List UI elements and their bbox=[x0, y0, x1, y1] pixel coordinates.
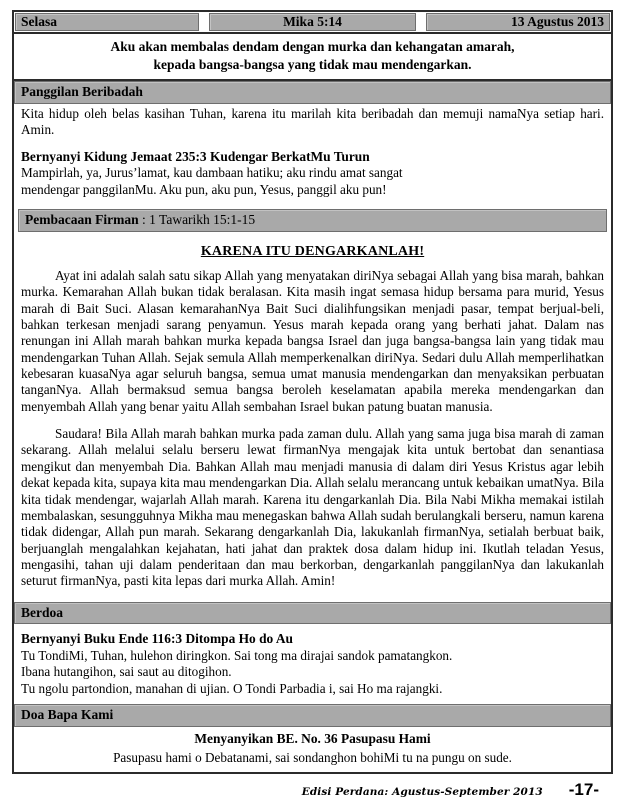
prayer-label: Berdoa bbox=[21, 604, 63, 620]
sermon-paragraph-2: Saudara! Bila Allah marah bahkan murka pada zaman dulu. Allah yang sama juga bisa marah di zaman sekarang. Allah melalui selalu berseru lewat firmanNya mengajak kita untuk bertobat dan senantiasa mengikut dan menyembah Dia. Bahkan Allah mau menjadi manusia di dalam diri Yesus Kristus agar lebih dekat kepada kita, supaya kita mau mendengarkan Dia. Allah selalu merancang untuk kebaikan umatNya. Bila kita tidak mendengar, wajarlah Allah marah. Karena itu dengarkanlah Dia. Bila Nabi Mikha memakai istilah membalaskan, sesungguhnya Mikha mau menegaskan bahwa Allah sudah berulangkali berseru, namun karena tidak didengar, Allah pun marah. Sekarang dengarkanlah Dia, lakukanlah firmanNya, setialah berbuat baik, berjuanglah mengalahkan kejahatan, hati jahat dan praktek dosa dalam hidup ini. Ikutlah teladan Yesus, mengasihi, tahan uji dalam penderitaan dan mau berkorban, dengarkanlah panggilanNya dan lakukanlah seturut firmanNya, pasti kita lepas dari murka Allah. Amin! bbox=[21, 426, 604, 589]
spacer-after-hymn1 bbox=[21, 198, 604, 202]
hymn2-title: Bernyanyi Buku Ende 116:3 Ditompa Ho do Au bbox=[21, 631, 293, 647]
spacer-after-sermon bbox=[21, 590, 604, 599]
section-bar-lords-prayer bbox=[14, 704, 611, 727]
bulletin-frame bbox=[12, 10, 613, 774]
header-day: Selasa bbox=[15, 13, 199, 31]
hymn2-body bbox=[14, 624, 611, 704]
header-row bbox=[14, 12, 611, 34]
call-to-worship-label: Panggilan Beribadah bbox=[21, 84, 143, 100]
hymn2-line-3: Tu ngolu partondion, manahan di ujian. O Tondi Parbadia i, sai Ho ma rajangki. bbox=[21, 680, 443, 696]
section-bar-call-to-worship bbox=[14, 81, 611, 104]
section-bar-prayer bbox=[14, 602, 611, 625]
hymn2-line-2: Ibana hutangihon, sai saut au ditogihon. bbox=[21, 664, 232, 680]
scripture-reference: 1 Tawarikh 15:1-15 bbox=[149, 212, 256, 228]
closing-line: Pasupasu hami o Debatanami, sai sondanghon bohiMi tu na pungu on sude. bbox=[113, 749, 512, 765]
sermon-paragraph-1: Ayat ini adalah salah satu sikap Allah yang menyatakan diriNya sebagai Allah yang bisa marah, bahkan murka. Kemarahan Allah bukan tidak beralasan. Kita masih ingat semasa hidup bersama para murid, Yesus marah di Bait Suci. Alasan kemarahanNya Bait Suci dialihfungsikan menjadi pasar, tempat berjual-beli, bahkan terkesan menjadi sarang penyamun. Yesus marah kepada orang yang berhati jahat. Dalam nas renungan ini Allah marah bahkan murka kepada bangsa Israel dan juga bangsa-bangsa lain yang tidak mau mendengarkan Tuhan Allah. Sejak semula Allah memperkenalkan diriNya. Sedari dulu Allah memperlihatkan kebesaran kuasaNya agar seluruh bangsa, semua umat manusia mendengarkan dan menyaksikan perbuatan tanganNya. Allah bermaksud semua bangsa beroleh keselamatan apabila mereka mendengarkan dan menyembah Allah yang benar yaitu Allah sembahan Israel bukan patung buatan manusia. bbox=[21, 267, 604, 414]
verse-of-the-day bbox=[14, 34, 611, 81]
closing-section bbox=[14, 727, 611, 772]
header-divider-right bbox=[416, 13, 426, 31]
hymn1-title: Bernyanyi Kidung Jemaat 235:3 Kudengar BerkatMu Turun bbox=[21, 148, 370, 164]
lords-prayer-label: Doa Bapa Kami bbox=[21, 707, 114, 723]
spacer-after-hymn2 bbox=[21, 697, 604, 701]
closing-title: Menyanyikan BE. No. 36 Pasupasu Hami bbox=[194, 730, 431, 746]
scripture-label: Pembacaan Firman bbox=[25, 212, 139, 228]
call-to-worship-text: Kita hidup oleh belas kasihan Tuhan, karena itu marilah kita beribadah dan memuji namaNya setiap hari. Amin. bbox=[21, 105, 604, 138]
verse-line-2: kepada bangsa-bangsa yang tidak mau mendengarkan. bbox=[153, 57, 472, 73]
hymn1-line-1: Mampirlah, ya, Jurus’lamat, kau dambaan hatiku; aku rindu amat sangat bbox=[21, 165, 403, 181]
sermon-title: KARENA ITU DENGARKANLAH! bbox=[200, 243, 425, 259]
call-to-worship-body bbox=[14, 104, 611, 205]
spacer-after-call bbox=[21, 139, 604, 148]
section-bar-scripture-reading bbox=[18, 209, 607, 232]
footer-page-number: -17- bbox=[568, 779, 599, 799]
scripture-separator: : bbox=[138, 212, 150, 228]
header-verse-reference: Mika 5:14 bbox=[209, 13, 416, 31]
hymn1-line-2: mendengar panggilanMu. Aku pun, aku pun, Yesus, panggil aku pun! bbox=[21, 181, 387, 197]
header-divider-left bbox=[199, 13, 209, 31]
footer-edition: Edisi Perdana: Agustus-September 2013 bbox=[301, 785, 543, 798]
verse-line-1: Aku akan membalas dendam dengan murka dan kehangatan amarah, bbox=[110, 39, 515, 54]
sermon-body bbox=[14, 232, 611, 602]
hymn2-line-1: Tu TondiMi, Tuhan, hulehon diringkon. Sai tong ma dirajai sandok pamatangkon. bbox=[21, 647, 453, 663]
header-date: 13 Agustus 2013 bbox=[426, 13, 610, 31]
page-footer bbox=[12, 774, 613, 800]
